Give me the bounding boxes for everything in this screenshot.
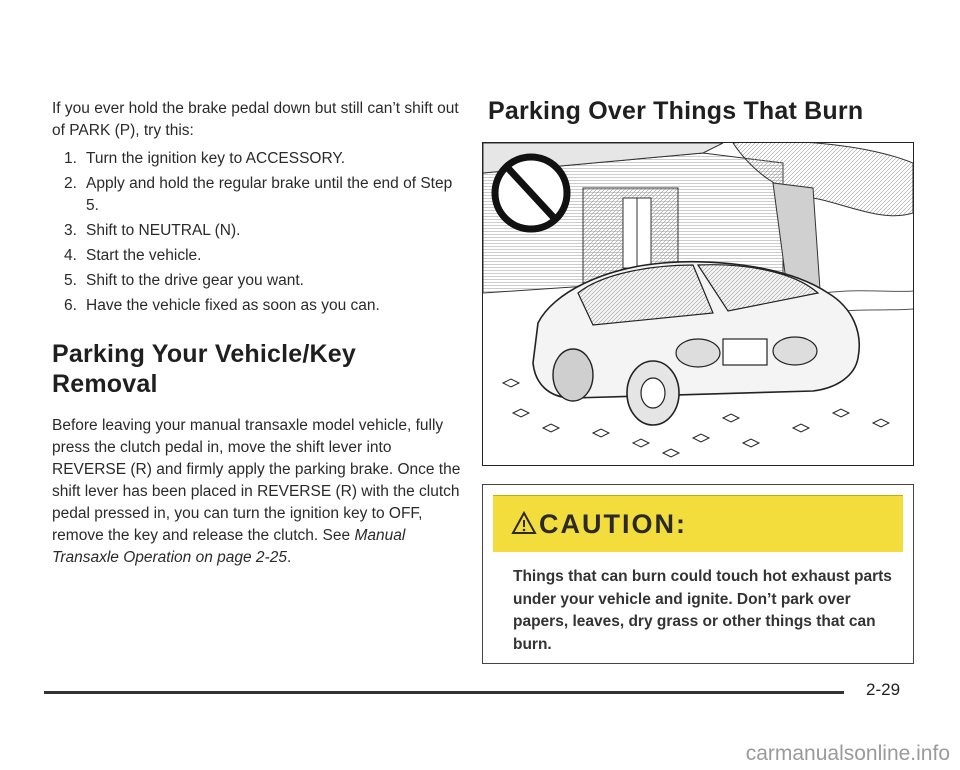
step-text: Apply and hold the regular brake until the end of Step 5. <box>86 175 453 214</box>
illustration-drawing <box>483 143 913 465</box>
key-removal-text: Before leaving your manual transaxle model vehicle, fully press the clutch pedal in, move the shift lever into REVERSE (R) and firmly apply the parking brake. Once the shift lever has been placed in REVERSE (R) with the clutch pedal pressed in, you can turn the ignition key to OFF, remove the key and release the clutch. See <box>52 417 461 544</box>
step-item <box>52 148 462 170</box>
key-removal-paragraph <box>52 415 462 569</box>
step-text: Shift to the drive gear you want. <box>86 272 304 289</box>
step-number: 1. <box>64 150 77 167</box>
steps-list <box>52 148 462 317</box>
page-number: 2-29 <box>866 680 901 699</box>
step-item <box>52 173 462 217</box>
step-number: 6. <box>64 297 77 314</box>
step-text: Start the vehicle. <box>86 247 202 264</box>
step-number: 2. <box>64 175 77 192</box>
caution-header <box>493 495 903 552</box>
step-number: 4. <box>64 247 77 264</box>
step-number: 5. <box>64 272 77 289</box>
step-item <box>52 245 462 267</box>
step-item <box>52 220 462 242</box>
step-text: Have the vehicle fixed as soon as you can. <box>86 297 380 314</box>
caution-label: CAUTION: <box>539 509 687 539</box>
step-text: Turn the ignition key to ACCESSORY. <box>86 150 346 167</box>
step-item <box>52 270 462 292</box>
right-column <box>480 96 920 144</box>
prohibition-icon <box>495 157 567 229</box>
warning-triangle-icon <box>511 510 537 536</box>
reference-period: . <box>286 549 292 566</box>
cross-reference-link[interactable]: Manual Transaxle Operation on page 2-25 <box>52 527 406 566</box>
left-column <box>52 98 462 569</box>
caution-box <box>482 484 914 664</box>
step-number: 3. <box>64 222 77 239</box>
watermark: carmanualsonline.info <box>745 742 950 765</box>
step-item <box>52 295 462 317</box>
section-heading-key-removal: Parking Your Vehicle/Key Removal <box>52 340 357 398</box>
caution-text: Things that can burn could touch hot exhaust parts under your vehicle and ignite. Don’t park over papers, leaves, dry grass or other things that can burn. <box>513 568 892 653</box>
footer-divider <box>44 691 844 694</box>
intro-text: If you ever hold the brake pedal down but still can’t shift out of PARK (P), try this: <box>52 100 459 139</box>
step-text: Shift to NEUTRAL (N). <box>86 222 241 239</box>
car-parked-over-leaves-illustration <box>482 142 914 466</box>
section-heading-things-that-burn: Parking Over Things That Burn <box>488 97 864 125</box>
